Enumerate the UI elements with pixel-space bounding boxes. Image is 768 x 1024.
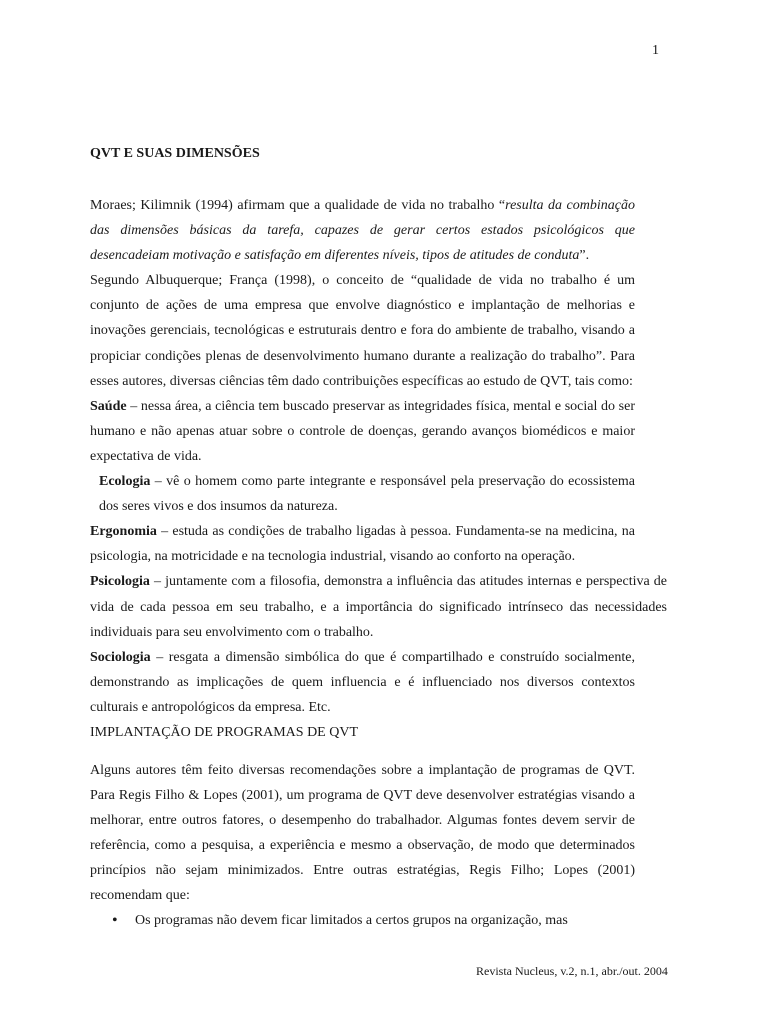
science-term: Sociologia — [90, 649, 151, 665]
list-item-text: Os programas não devem ficar limitados a certos grupos na organização, mas — [135, 913, 568, 929]
document-body — [90, 193, 667, 933]
science-term: Saúde — [90, 398, 127, 414]
science-text: – vê o homem como parte integrante e responsável pela preservação do ecossistema dos seres vivos e dos insumos da natureza. — [99, 474, 635, 515]
section-heading: QVT E SUAS DIMENSÕES — [90, 146, 260, 161]
science-psicologia — [90, 569, 667, 644]
science-ecologia — [90, 469, 635, 519]
science-text: – nessa área, a ciência tem buscado preservar as integridades física, mental e social do ser humano e não apenas atuar sobre o controle de doenças, gerando avanços biomédicos e maior expectativa de vida. — [90, 398, 635, 464]
science-sociologia — [90, 645, 635, 720]
page-footer: Revista Nucleus, v.2, n.1, abr./out. 2004 — [476, 964, 668, 978]
bullet-icon: • — [112, 912, 118, 930]
albuquerque-paragraph: Segundo Albuquerque; França (1998), o conceito de “qualidade de vida no trabalho é um conjunto de ações de uma empresa que envolve diagnóstico e implantação de melhorias e inovações gerenciais, tecnológicas e estruturais dentro e fora do ambiente de trabalho, visando a propiciar condições plenas de desenvolvimento humano durante a realização do trabalho”. Para esses autores, diversas ciências têm dado contribuições específicas ao estudo de QVT, tais como: — [90, 273, 635, 389]
science-term: Ecologia — [99, 474, 151, 490]
science-term: Ergonomia — [90, 524, 157, 540]
intro-quote: resulta da combinação das dimensões básicas da tarefa, capazes de gerar certos estados psicológicos que desencadeiam motivação e satisfação em diferentes níveis, tipos de atitudes de conduta — [90, 198, 635, 264]
page-number: 1 — [652, 43, 659, 58]
intro-lead: Moraes; Kilimnik (1994) afirmam que a qualidade de vida no trabalho “ — [90, 198, 506, 213]
intro-paragraph — [90, 193, 635, 268]
list-item — [112, 908, 635, 933]
authors-paragraph: Alguns autores têm feito diversas recomendações sobre a implantação de programas de QVT. Para Regis Filho & Lopes (2001), um programa de QVT deve desenvolver estratégias visando a melhorar, entre outros fatores, o desempenho do trabalhador. Algumas fontes devem servir de referência, como a pesquisa, a experiência e mesmo a observação, de modo que determinados princípios não sejam minimizados. Entre outras estratégias, Regis Filho; Lopes (2001) recomendam que: — [90, 762, 635, 904]
science-term: Psicologia — [90, 574, 150, 590]
intro-end: ”. — [579, 248, 590, 264]
science-text: – juntamente com a filosofia, demonstra a influência das atitudes internas e perspectiva de vida de cada pessoa em seu trabalho, e a importância do significado intrínseco das necessidades individuais para seu envolvimento com o trabalho. — [90, 574, 667, 640]
science-text: – resgata a dimensão simbólica do que é compartilhado e construído socialmente, demonstrando as implicações de quem influencia e é influenciado nos diversos contextos culturais e antropológicos da empresa. Etc. — [90, 649, 635, 715]
science-text: – estuda as condições de trabalho ligadas à pessoa. Fundamenta-se na medicina, na psicologia, na motricidade e na tecnologia industrial, visando ao conforto na operação. — [90, 524, 635, 565]
science-ergonomia — [90, 519, 635, 569]
section2-title: IMPLANTAÇÃO DE PROGRAMAS DE QVT — [90, 724, 359, 740]
recommendation-list — [90, 908, 635, 933]
science-saude — [90, 394, 635, 469]
